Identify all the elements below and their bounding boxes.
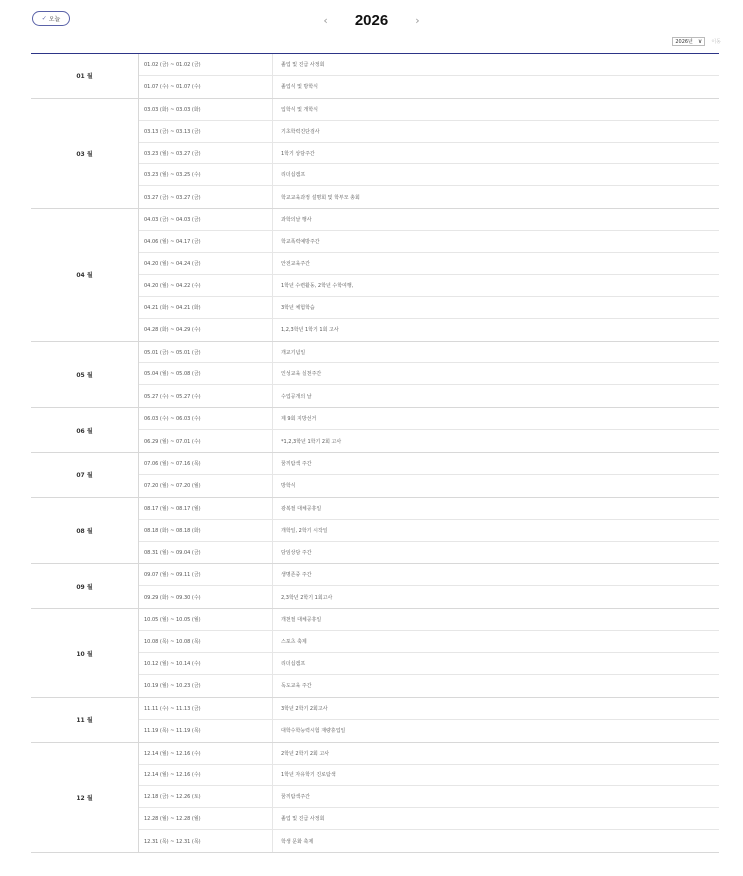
event-title: 개천절 대체공휴일	[281, 617, 322, 624]
event-date: 01.07 (수) ~ 01.07 (수)	[139, 76, 273, 98]
chevron-down-icon: ∨	[697, 38, 703, 45]
event-date: 12.31 (목) ~ 12.31 (목)	[139, 830, 273, 852]
event-title: 1학년 수련활동, 2학년 수학여행,	[281, 282, 354, 289]
table-row	[139, 319, 719, 341]
month-group	[31, 564, 719, 609]
month-group	[31, 408, 719, 453]
event-date: 03.13 (금) ~ 03.13 (금)	[139, 121, 273, 142]
table-row	[139, 275, 719, 297]
move-button[interactable]: 이동	[711, 39, 721, 45]
event-date: 11.19 (목) ~ 11.19 (목)	[139, 720, 273, 742]
table-row	[139, 743, 719, 765]
table-row	[139, 231, 719, 253]
table-row	[139, 76, 719, 98]
next-year-icon[interactable]: ›	[415, 14, 420, 27]
month-label: 07 월	[31, 453, 139, 497]
event-title: 2학년 2학기 2회 고사	[281, 750, 330, 757]
event-title: 1,2,3학년 1학기 1회 고사	[281, 327, 339, 334]
event-date: 07.06 (월) ~ 07.16 (목)	[139, 453, 273, 474]
event-rows	[139, 698, 719, 742]
table-row	[139, 675, 719, 697]
month-label: 10 월	[31, 609, 139, 697]
event-date: 03.23 (월) ~ 03.25 (수)	[139, 164, 273, 185]
table-row	[139, 542, 719, 564]
event-title: 생명존중 주간	[281, 572, 312, 579]
event-date: 12.18 (금) ~ 12.26 (토)	[139, 786, 273, 807]
event-title: *1,2,3학년 1학기 2회 고사	[281, 438, 342, 445]
event-title: 졸업 및 진급 사정회	[281, 816, 325, 823]
table-row	[139, 609, 719, 631]
table-row	[139, 453, 719, 475]
event-date: 09.07 (월) ~ 09.11 (금)	[139, 564, 273, 585]
event-date: 03.27 (금) ~ 03.27 (금)	[139, 186, 273, 208]
event-rows	[139, 498, 719, 564]
event-date: 05.27 (수) ~ 05.27 (수)	[139, 385, 273, 407]
event-title: 리더십캠프	[281, 660, 306, 667]
event-title: 인성교육 실천주간	[281, 371, 322, 378]
month-label: 11 월	[31, 698, 139, 742]
event-date: 04.28 (화) ~ 04.29 (수)	[139, 319, 273, 341]
event-title: 기초학력진단검사	[281, 128, 320, 135]
table-row	[139, 475, 719, 497]
event-title: 졸업식 및 방학식	[281, 84, 318, 91]
event-title: 3학년 체험학습	[281, 304, 315, 311]
event-title: 방학식	[281, 483, 296, 490]
month-label: 12 월	[31, 743, 139, 852]
event-title: 꿈끼탐색 주간	[281, 460, 312, 467]
event-title: 안전교육주간	[281, 260, 310, 267]
table-row	[139, 808, 719, 830]
event-title: 광복절 대체공휴일	[281, 505, 322, 512]
event-rows	[139, 342, 719, 408]
table-row	[139, 54, 719, 76]
event-date: 08.31 (월) ~ 09.04 (금)	[139, 542, 273, 564]
month-group	[31, 342, 719, 409]
table-row	[139, 520, 719, 542]
event-date: 08.17 (월) ~ 08.17 (월)	[139, 498, 273, 519]
current-year: 2026	[354, 12, 389, 29]
event-title: 수업공개의 날	[281, 393, 312, 400]
calendar-header	[0, 0, 743, 45]
table-row	[139, 164, 719, 186]
year-filter	[672, 37, 721, 46]
table-row	[139, 342, 719, 364]
event-title: 스포츠 축제	[281, 639, 307, 646]
event-rows	[139, 408, 719, 452]
table-row	[139, 253, 719, 275]
month-label: 05 월	[31, 342, 139, 408]
table-row	[139, 363, 719, 385]
event-rows	[139, 99, 719, 208]
month-label: 06 월	[31, 408, 139, 452]
event-title: 담임상담 주간	[281, 550, 312, 557]
table-row	[139, 408, 719, 430]
month-label: 08 월	[31, 498, 139, 564]
event-date: 11.11 (수) ~ 11.13 (금)	[139, 698, 273, 719]
month-label: 01 월	[31, 54, 139, 98]
event-date: 12.28 (월) ~ 12.28 (월)	[139, 808, 273, 829]
event-date: 12.14 (월) ~ 12.16 (수)	[139, 743, 273, 764]
table-row	[139, 698, 719, 720]
event-rows	[139, 609, 719, 697]
event-date: 12.14 (월) ~ 12.16 (수)	[139, 765, 273, 786]
month-group	[31, 498, 719, 565]
event-date: 09.29 (화) ~ 09.30 (수)	[139, 586, 273, 608]
month-label: 09 월	[31, 564, 139, 608]
month-group	[31, 453, 719, 498]
month-label: 04 월	[31, 209, 139, 340]
table-row	[139, 209, 719, 231]
event-date: 08.18 (화) ~ 08.18 (화)	[139, 520, 273, 541]
event-date: 04.06 (월) ~ 04.17 (금)	[139, 231, 273, 252]
event-date: 04.03 (금) ~ 04.03 (금)	[139, 209, 273, 230]
event-date: 04.21 (화) ~ 04.21 (화)	[139, 297, 273, 318]
event-title: 대학수학능력시험 재량휴업일	[281, 728, 346, 735]
table-row	[139, 830, 719, 852]
event-rows	[139, 453, 719, 497]
year-select-value: 2026년	[675, 39, 693, 45]
table-row	[139, 586, 719, 608]
event-date: 10.05 (월) ~ 10.05 (월)	[139, 609, 273, 630]
event-title: 2,3학년 2학기 1회고사	[281, 594, 333, 601]
table-row	[139, 121, 719, 143]
event-title: 과학의날 행사	[281, 217, 312, 224]
schedule-table	[31, 53, 719, 853]
table-row	[139, 564, 719, 586]
table-row	[139, 99, 719, 121]
event-title: 1학년 자유학기 진로탐색	[281, 772, 336, 779]
table-row	[139, 786, 719, 808]
event-title: 개학일, 2학기 시작일	[281, 527, 328, 534]
event-date: 03.03 (화) ~ 03.03 (화)	[139, 99, 273, 120]
prev-year-icon[interactable]: ‹	[323, 14, 328, 27]
event-title: 꿈끼탐색주간	[281, 794, 310, 801]
event-rows	[139, 54, 719, 98]
month-group	[31, 99, 719, 209]
event-title: 입학식 및 개학식	[281, 106, 318, 113]
event-date: 06.29 (월) ~ 07.01 (수)	[139, 430, 273, 452]
event-date: 06.03 (수) ~ 06.03 (수)	[139, 408, 273, 429]
event-date: 05.04 (월) ~ 05.08 (금)	[139, 363, 273, 384]
table-row	[139, 653, 719, 675]
today-label: 오늘	[48, 16, 61, 23]
table-row	[139, 297, 719, 319]
table-row	[139, 631, 719, 653]
event-title: 개교기념일	[281, 349, 306, 356]
table-row	[139, 385, 719, 407]
event-rows	[139, 209, 719, 340]
month-label: 03 월	[31, 99, 139, 208]
event-date: 07.20 (월) ~ 07.20 (월)	[139, 475, 273, 497]
month-group	[31, 609, 719, 698]
year-select[interactable]	[672, 37, 705, 46]
table-row	[139, 720, 719, 742]
year-navigator	[0, 10, 743, 29]
month-group	[31, 698, 719, 743]
table-row	[139, 186, 719, 208]
table-row	[139, 498, 719, 520]
month-group	[31, 743, 719, 853]
event-title: 학교교육과정 설명회 및 학부모 총회	[281, 194, 360, 201]
event-title: 1학기 상담주간	[281, 150, 315, 157]
event-date: 10.12 (월) ~ 10.14 (수)	[139, 653, 273, 674]
event-title: 리더십캠프	[281, 172, 306, 179]
event-date: 05.01 (금) ~ 05.01 (금)	[139, 342, 273, 363]
event-date: 03.23 (월) ~ 03.27 (금)	[139, 143, 273, 164]
month-group	[31, 209, 719, 341]
check-icon: ✓	[41, 14, 47, 22]
event-title: 학교폭력예방주간	[281, 239, 320, 246]
event-rows	[139, 743, 719, 852]
table-row	[139, 143, 719, 165]
event-date: 04.20 (월) ~ 04.22 (수)	[139, 275, 273, 296]
event-title: 3학년 2학기 2회고사	[281, 705, 328, 712]
event-date: 10.19 (월) ~ 10.23 (금)	[139, 675, 273, 697]
table-row	[139, 430, 719, 452]
table-row	[139, 765, 719, 787]
event-date: 04.20 (월) ~ 04.24 (금)	[139, 253, 273, 274]
event-title: 제 9회 지방선거	[281, 416, 317, 423]
event-title: 졸업 및 진급 사정회	[281, 61, 325, 68]
event-title: 학생 문화 축제	[281, 838, 314, 845]
event-date: 01.02 (금) ~ 01.02 (금)	[139, 54, 273, 75]
event-date: 10.08 (목) ~ 10.08 (목)	[139, 631, 273, 652]
month-group	[31, 54, 719, 99]
event-rows	[139, 564, 719, 608]
event-title: 독도교육 주간	[281, 683, 312, 690]
